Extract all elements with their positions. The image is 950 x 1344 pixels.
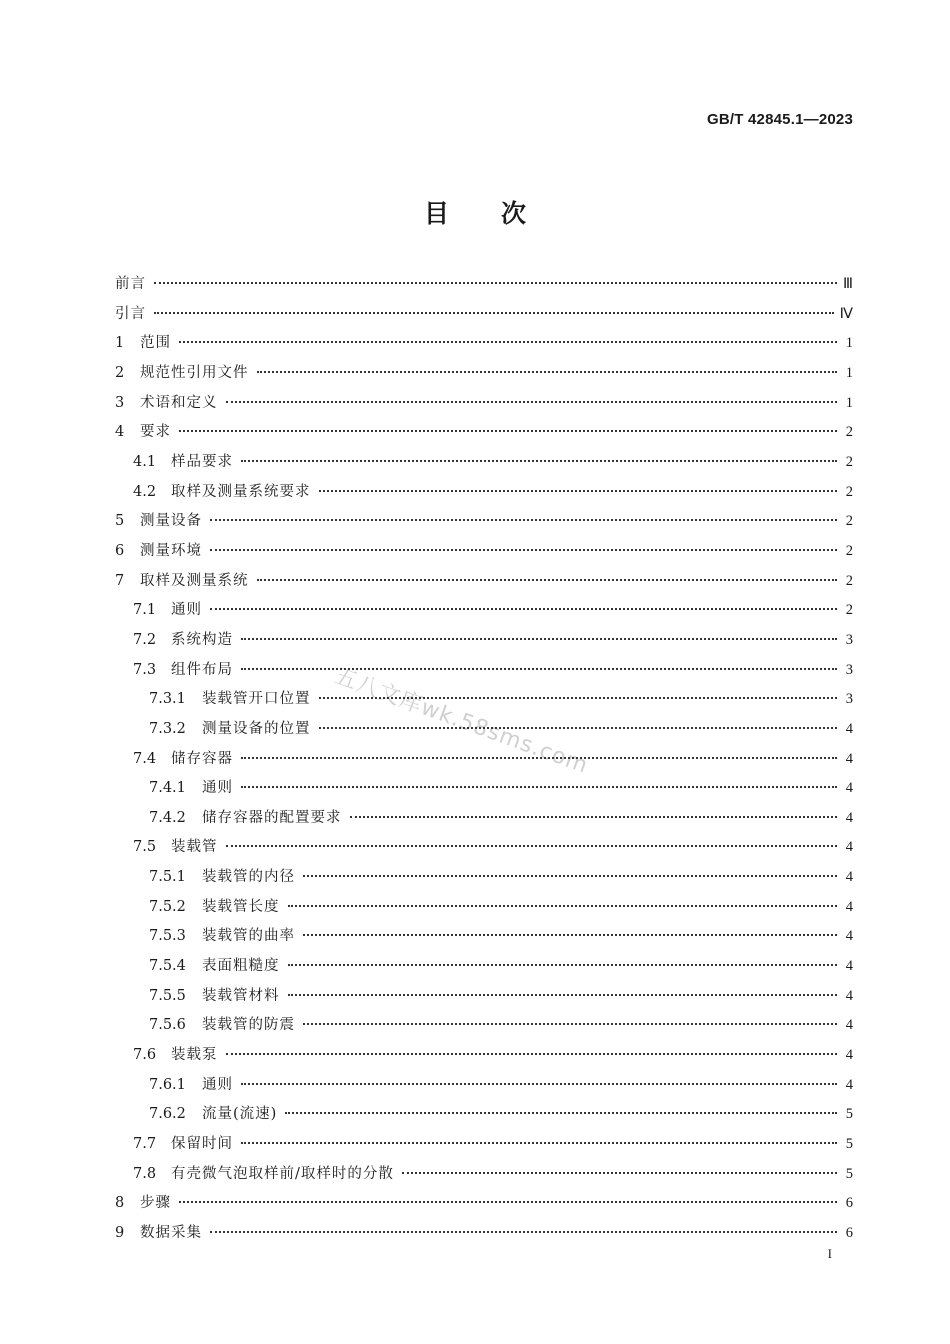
- toc-entry-number: 7.8: [133, 1165, 157, 1182]
- toc-entry-page: 4: [845, 809, 853, 826]
- toc-entry-label: 要求: [140, 424, 171, 441]
- toc-entry-number: 9: [115, 1225, 125, 1241]
- dot-leader: [241, 1083, 837, 1085]
- dot-leader: [154, 282, 837, 284]
- toc-entry-page: 2: [845, 483, 853, 500]
- toc-entry[interactable]: [115, 478, 853, 508]
- toc-entry-label: 储存容器: [171, 750, 233, 767]
- toc-entry[interactable]: [115, 656, 853, 686]
- toc-entry[interactable]: [115, 833, 853, 863]
- dot-leader: [350, 816, 838, 818]
- toc-entry-number: 7.2: [133, 631, 157, 648]
- toc-entry-page: 6: [845, 1195, 853, 1212]
- toc-entry-number: 6: [115, 542, 125, 559]
- dot-leader: [241, 786, 837, 788]
- page-title: 目次: [423, 199, 578, 228]
- toc-entry[interactable]: [115, 745, 853, 775]
- toc-entry[interactable]: [115, 863, 853, 893]
- toc-entry-page: 4: [845, 720, 853, 737]
- toc-entry-page: 2: [845, 602, 853, 619]
- toc-entry-page: 1: [845, 364, 853, 381]
- toc-entry-number: 7: [115, 572, 125, 589]
- toc-entry-number: 4.1: [133, 453, 157, 470]
- toc-entry-page: 4: [845, 987, 853, 1004]
- toc-entry-number: 7.5.4: [149, 958, 186, 975]
- table-of-contents: [115, 270, 853, 1249]
- toc-entry-page: 3: [845, 691, 853, 708]
- toc-entry[interactable]: [115, 418, 853, 448]
- toc-entry[interactable]: [115, 537, 853, 567]
- toc-entry[interactable]: [115, 1189, 853, 1219]
- dot-leader: [179, 1201, 837, 1203]
- toc-entry-page: 4: [845, 750, 853, 767]
- toc-entry-label: 取样及测量系统: [140, 572, 249, 589]
- toc-entry-page: Ⅲ: [843, 276, 853, 292]
- toc-entry-label: 有壳微气泡取样前/取样时的分散: [171, 1165, 394, 1182]
- toc-entry-page: 5: [845, 1106, 853, 1123]
- toc-entry[interactable]: [115, 685, 853, 715]
- toc-entry[interactable]: [115, 1130, 853, 1160]
- dot-leader: [319, 727, 838, 729]
- toc-entry[interactable]: [115, 893, 853, 923]
- toc-entry[interactable]: [115, 596, 853, 626]
- dot-leader: [319, 697, 838, 699]
- toc-entry-number: 8: [115, 1195, 125, 1212]
- toc-entry-number: 7.6.1: [149, 1076, 186, 1093]
- toc-entry-number: 7.4: [133, 750, 157, 767]
- toc-entry-page: 4: [845, 1047, 853, 1064]
- toc-entry[interactable]: [115, 715, 853, 745]
- dot-leader: [257, 371, 838, 373]
- watermark: 五八文库wk.58sms.com: [331, 663, 592, 779]
- toc-entry-page: 2: [845, 513, 853, 530]
- dot-leader: [210, 1231, 837, 1233]
- dot-leader: [241, 1142, 837, 1144]
- toc-entry-label: 装载管: [171, 839, 218, 856]
- toc-entry-label: 测量设备的位置: [202, 720, 311, 737]
- toc-entry-page: Ⅳ: [839, 305, 853, 322]
- toc-entry-number: 7.1: [133, 602, 157, 619]
- dot-leader: [179, 341, 837, 343]
- toc-entry-label: 系统构造: [171, 631, 233, 648]
- dot-leader: [319, 490, 838, 492]
- toc-entry-number: 7.6: [133, 1047, 157, 1064]
- toc-entry-page: 6: [845, 1225, 853, 1241]
- toc-entry-page: 4: [845, 839, 853, 856]
- toc-entry-label: 测量环境: [140, 542, 202, 559]
- toc-entry-label: 取样及测量系统要求: [171, 483, 311, 500]
- toc-entry-label: 流量(流速): [202, 1106, 278, 1123]
- toc-entry-number: 7.3: [133, 661, 157, 678]
- dot-leader: [179, 430, 837, 432]
- toc-entry-number: 7.5.3: [149, 928, 186, 945]
- dot-leader: [303, 934, 837, 936]
- toc-entry-page: 4: [845, 869, 853, 886]
- dot-leader: [288, 994, 838, 996]
- toc-entry-label: 表面粗糙度: [202, 958, 280, 975]
- toc-entry-page: 1: [845, 394, 853, 411]
- toc-entry-label: 装载管长度: [202, 898, 280, 915]
- toc-entry-label: 通则: [202, 780, 233, 797]
- toc-entry-number: 7.3.2: [149, 720, 186, 737]
- toc-entry-number: 5: [115, 513, 125, 530]
- toc-entry[interactable]: [115, 300, 853, 330]
- toc-entry[interactable]: [115, 982, 853, 1012]
- toc-entry[interactable]: [115, 329, 853, 359]
- dot-leader: [210, 549, 837, 551]
- toc-entry-label: 规范性引用文件: [140, 364, 249, 381]
- toc-entry-label: 前言: [115, 276, 146, 292]
- toc-entry-number: 2: [115, 364, 125, 381]
- toc-entry-page: 4: [845, 928, 853, 945]
- toc-entry-number: 3: [115, 394, 125, 411]
- toc-entry-page: 3: [845, 631, 853, 648]
- toc-entry[interactable]: [115, 359, 853, 389]
- toc-entry[interactable]: [115, 774, 853, 804]
- dot-leader: [288, 964, 838, 966]
- toc-entry-label: 储存容器的配置要求: [202, 809, 342, 826]
- toc-entry-page: 4: [845, 780, 853, 797]
- toc-entry-page: 2: [845, 424, 853, 441]
- dot-leader: [303, 1023, 837, 1025]
- toc-entry-label: 范围: [140, 335, 171, 352]
- toc-entry-page: 4: [845, 958, 853, 975]
- toc-entry-page: 4: [845, 898, 853, 915]
- toc-entry-page: 3: [845, 661, 853, 678]
- toc-entry[interactable]: [115, 448, 853, 478]
- toc-entry[interactable]: [115, 804, 853, 834]
- toc-entry-number: 7.5.1: [149, 869, 186, 886]
- dot-leader: [210, 519, 837, 521]
- toc-entry[interactable]: [115, 507, 853, 537]
- toc-entry-number: 7.4.1: [149, 780, 186, 797]
- toc-entry-number: 7.5: [133, 839, 157, 856]
- toc-entry-number: 4: [115, 424, 125, 441]
- toc-entry-page: 5: [845, 1165, 853, 1182]
- toc-entry[interactable]: [115, 626, 853, 656]
- toc-entry-label: 术语和定义: [140, 394, 218, 411]
- toc-entry-label: 样品要求: [171, 453, 233, 470]
- toc-entry-label: 装载管的内径: [202, 869, 295, 886]
- toc-entry-label: 装载管材料: [202, 987, 280, 1004]
- dot-leader: [402, 1172, 837, 1174]
- toc-entry-label: 装载泵: [171, 1047, 218, 1064]
- toc-entry-page: 2: [845, 572, 853, 589]
- toc-entry-label: 步骤: [140, 1195, 171, 1212]
- toc-entry-number: 7.5.5: [149, 987, 186, 1004]
- toc-entry-page: 4: [845, 1076, 853, 1093]
- dot-leader: [241, 638, 837, 640]
- toc-entry-label: 测量设备: [140, 513, 202, 530]
- toc-entry-number: 7.4.2: [149, 809, 186, 826]
- toc-entry[interactable]: [115, 1160, 853, 1190]
- toc-entry-number: 4.2: [133, 483, 157, 500]
- toc-entry-number: 1: [115, 335, 125, 352]
- toc-entry-number: 7.3.1: [149, 691, 186, 708]
- toc-entry-number: 7.7: [133, 1136, 157, 1153]
- toc-entry[interactable]: [115, 1100, 853, 1130]
- toc-entry-label: 通则: [202, 1076, 233, 1093]
- dot-leader: [288, 905, 838, 907]
- toc-entry-label: 引言: [115, 305, 146, 322]
- toc-entry[interactable]: [115, 389, 853, 419]
- toc-entry[interactable]: [115, 567, 853, 597]
- toc-entry[interactable]: [115, 1011, 853, 1041]
- toc-entry-number: 7.5.6: [149, 1017, 186, 1034]
- dot-leader: [154, 312, 834, 314]
- toc-entry-page: 2: [845, 542, 853, 559]
- toc-entry-page: 1: [845, 335, 853, 352]
- dot-leader: [210, 608, 837, 610]
- toc-entry-label: 装载管的曲率: [202, 928, 295, 945]
- toc-entry[interactable]: [115, 1219, 853, 1249]
- page-number: I: [827, 1246, 832, 1261]
- toc-entry[interactable]: [115, 922, 853, 952]
- dot-leader: [303, 875, 837, 877]
- toc-entry-number: 7.6.2: [149, 1106, 186, 1123]
- toc-entry[interactable]: [115, 1071, 853, 1101]
- toc-entry-label: 组件布局: [171, 661, 233, 678]
- toc-entry-label: 装载管开口位置: [202, 691, 311, 708]
- dot-leader: [285, 1112, 837, 1114]
- toc-entry[interactable]: [115, 952, 853, 982]
- toc-entry-label: 装载管的防震: [202, 1017, 295, 1034]
- dot-leader: [226, 1053, 838, 1055]
- toc-entry-label: 保留时间: [171, 1136, 233, 1153]
- toc-entry-page: 4: [845, 1017, 853, 1034]
- toc-entry[interactable]: [115, 1041, 853, 1071]
- dot-leader: [257, 579, 838, 581]
- toc-entry-page: 5: [845, 1136, 853, 1153]
- toc-entry-page: 2: [845, 453, 853, 470]
- toc-entry-label: 通则: [171, 602, 202, 619]
- dot-leader: [226, 845, 838, 847]
- dot-leader: [241, 460, 837, 462]
- toc-entry-label: 数据采集: [140, 1225, 202, 1241]
- dot-leader: [241, 757, 837, 759]
- toc-entry-number: 7.5.2: [149, 898, 186, 915]
- dot-leader: [226, 401, 838, 403]
- toc-entry[interactable]: [115, 270, 853, 300]
- dot-leader: [241, 668, 837, 670]
- standard-code: GB/T 42845.1—2023: [707, 111, 853, 128]
